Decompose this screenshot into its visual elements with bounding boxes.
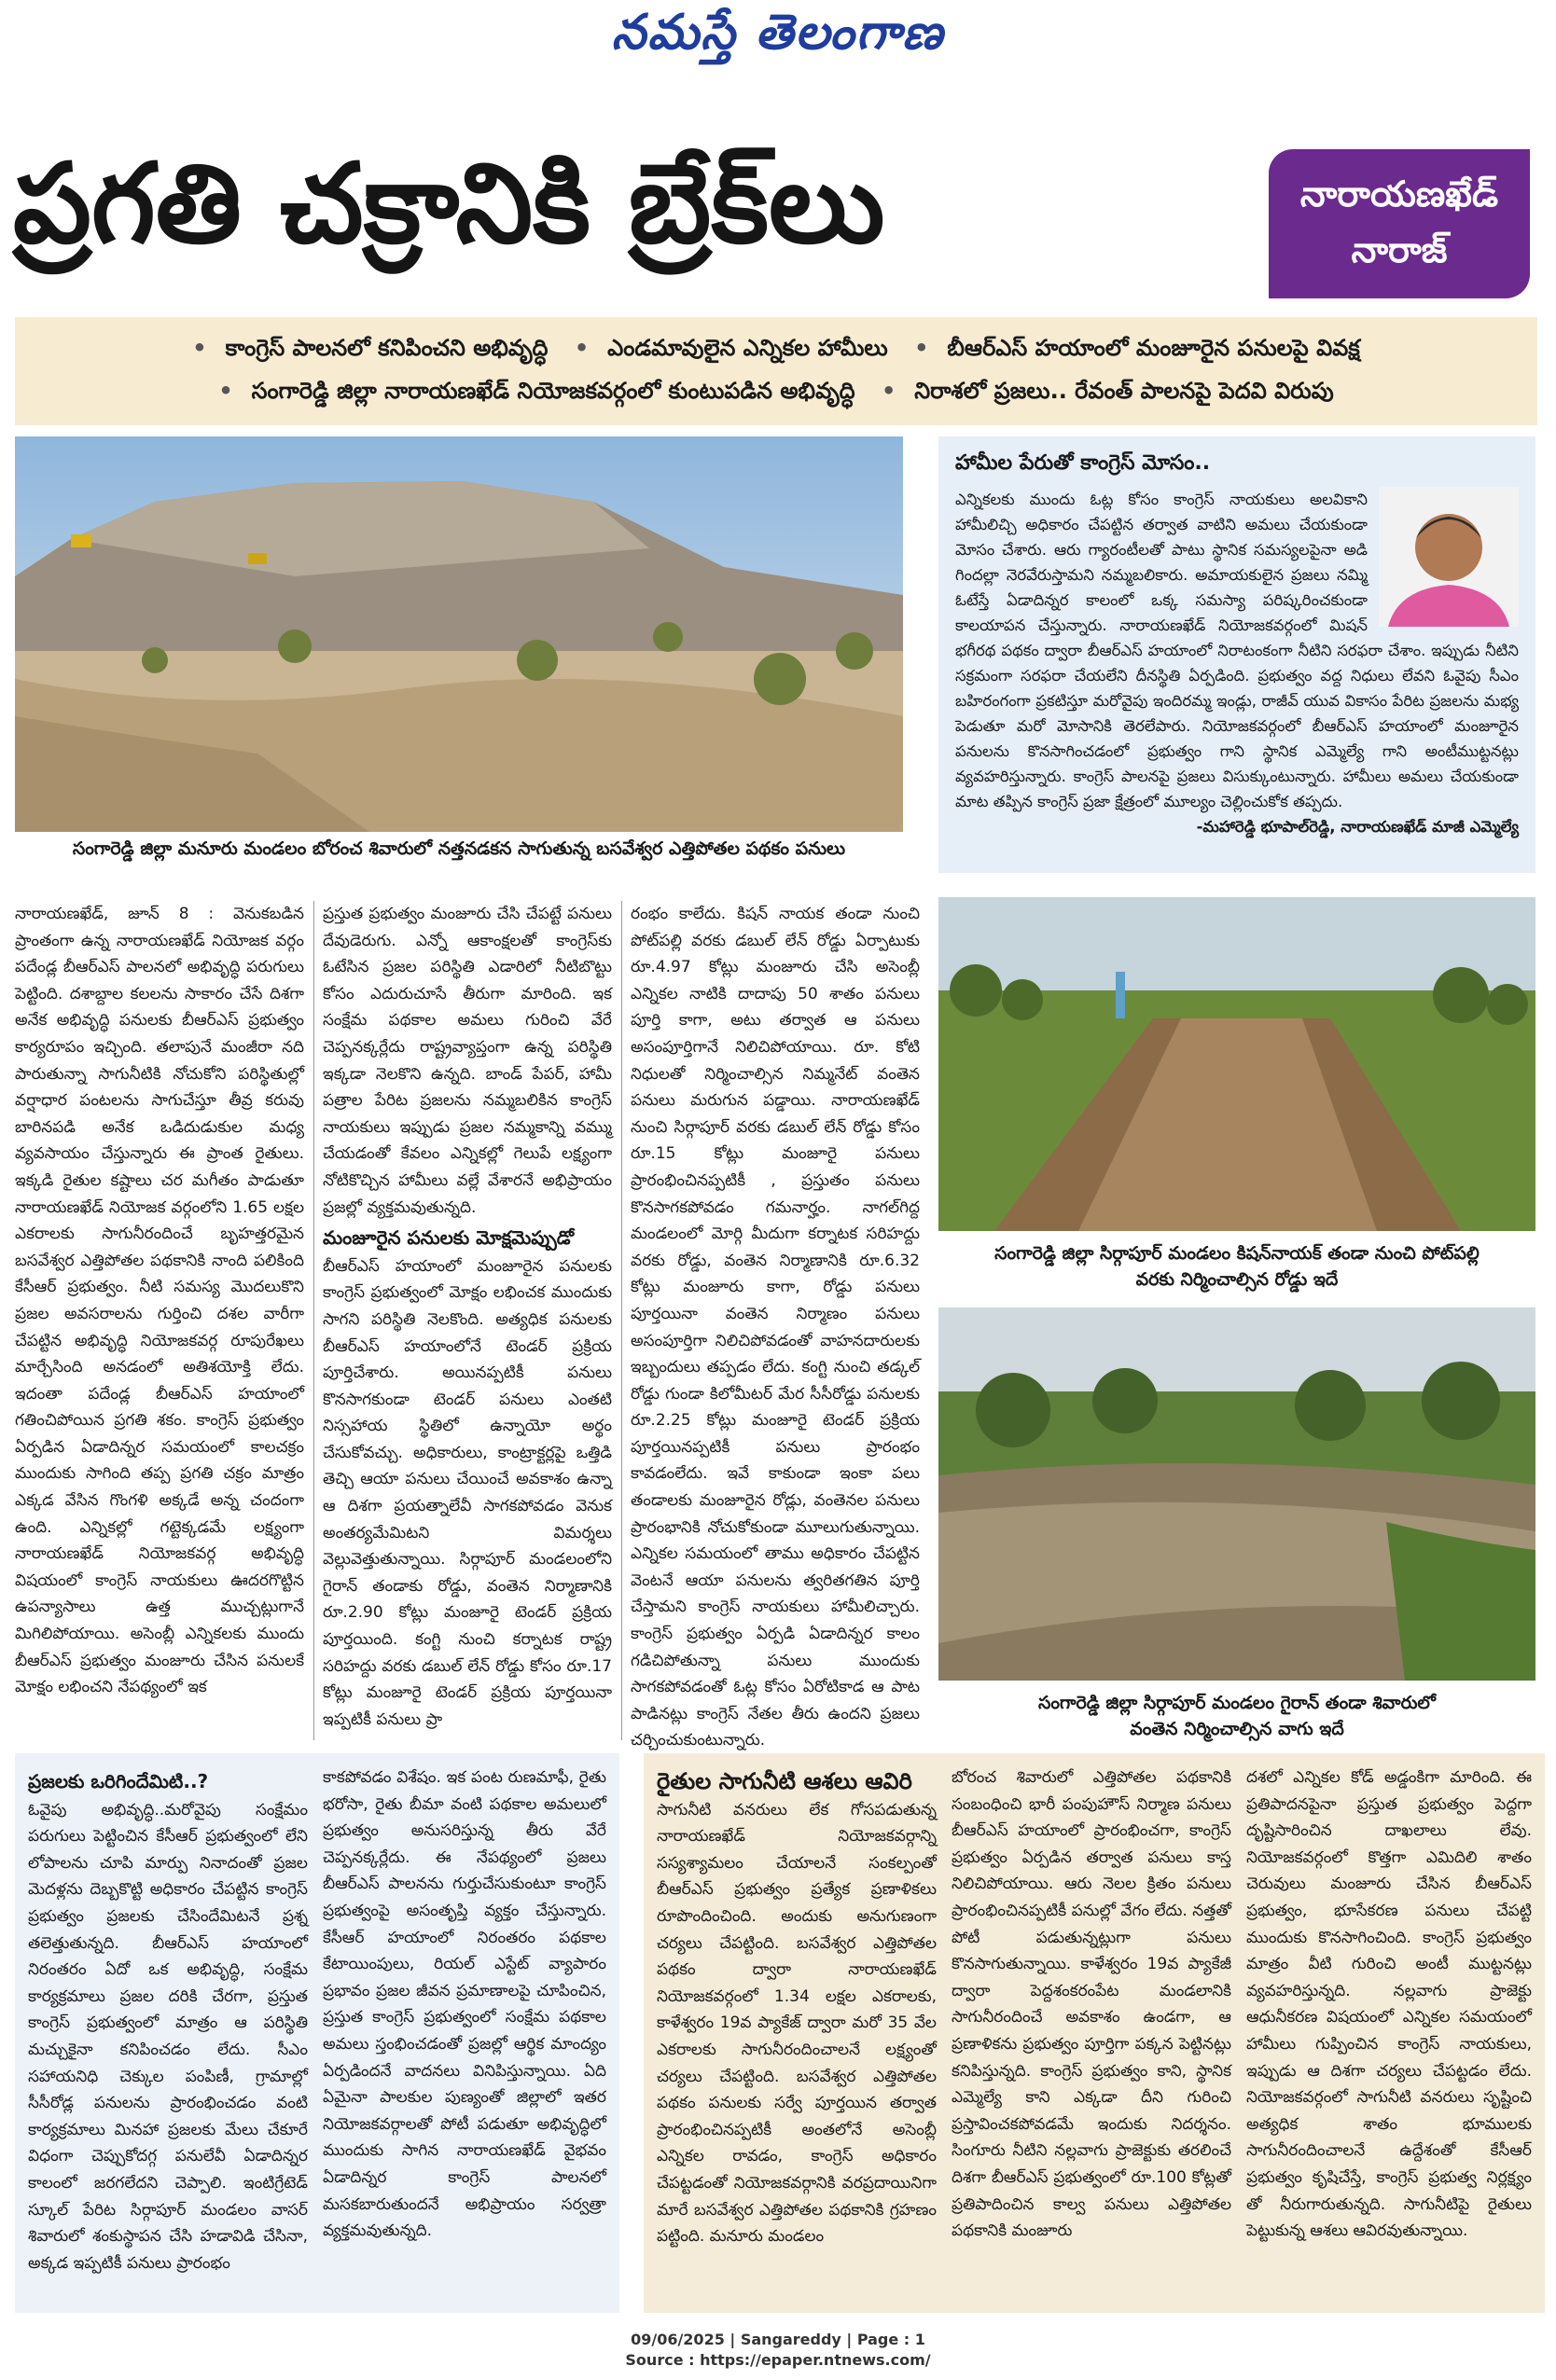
portrait-photo: [1379, 487, 1519, 627]
caption-line: వంతెన నిర్మించాల్సిన వాగు ఇదే: [1130, 1719, 1344, 1739]
article-column-1: [15, 901, 304, 1740]
bottom-left-column-1: [28, 1764, 308, 2305]
bottom-left-story: [15, 1753, 619, 2313]
photo-construction-site: [15, 436, 903, 832]
highlight-item: ఎండమావులైన ఎన్నికల హామీలు: [607, 335, 888, 361]
photo3-caption: [938, 1690, 1535, 1742]
photo2-caption: [938, 1240, 1535, 1293]
sidebar-text: ఎన్నికలకు ముందు ఓట్ల కోసం కాంగ్రెస్ నాయకులు అలవికాని హామీలిచ్చి అధికారం చేపట్టిన తర్వాత వాటిని అమలు చేయకుండా మోసం చేశారు. ఆరు గ్యారంటీలతో పాటు స్థానిక సమస్యలపైనా అడి గిందల్లా నెరవేరుస్తామని నమ్మబలికారు. అమాయకులైన ప్రజలు నమ్మి ఓటేస్తే ఏడాదిన్నర కాలంలో ఒక్క సమస్యా పరిష్కరించకుండా కాలయాపన చేస్తున్నారు. నారాయణఖేడ్ నియోజకవర్గంలో మిషన్ భగీరథ పథకం ద్వారా బీఆర్ఎస్ హయాంలో నిరాటంకంగా నీటిని సరఫరా చేశాం. ఇప్పుడు నీటిని సక్రమంగా సరఫరా చేయలేని దీనస్థితి ఏర్పడింది. ప్రభుత్వం వద్ద నిధులు లేవని ఓవైపు సీఎం బహిరంగంగా ప్రకటిస్తూ మరోవైపు ఇందిరమ్మ ఇండ్లు, రాజీవ్ యువ వికాసం పేరిట ప్రజలను మభ్య పెడుతూ మరో మోసానికి తెరలేపారు. నియోజకవర్గంలో బీఆర్ఎస్ హయాంలో మంజూరైన పనులను కొనసాగించడంలో ప్రభుత్వం గాని స్థానిక ఎమ్మెల్యే గాని అంటీముట్టనట్లు వ్యవహరిస్తున్నారు. కాంగ్రెస్ పాలనపై ప్రజలు విసుక్కుంటున్నారు. హామీలు అమలు చేయకుండా మాట తప్పిన కాంగ్రెస్ ప్రజా క్షేత్రంలో మూల్యం చెల్లించుకోక తప్పదు.: [955, 491, 1519, 810]
article-text: ఓవైపు అభివృద్ధి..మరోవైపు సంక్షేమం పరుగులు పెట్టించిన కేసీఆర్ ప్రభుత్వంలో లేని లోపాలను చూపి మార్పు నినాదంతో ప్రజల మెదళ్లను దెబ్బకొట్టి అధికారం చేపట్టిన కాంగ్రెస్ ప్రభుత్వం ప్రజలకు చేసిందేమిటనే ప్రశ్న తలెత్తుతున్నది. బీఆర్ఎస్ హయాంలో నిరంతరం ఏదో ఒక అభివృద్ధి, సంక్షేమ కార్యక్రమాలు ప్రజల దరికి చేరగా, ప్రస్తుత కాంగ్రెస్ ప్రభుత్వంలో మాత్రం ఆ పరిస్థితి మచ్చుకైనా కనిపించడం లేదు. సీఎం సహాయనిధి చెక్కుల పంపిణీ, గ్రామాల్లో సీసీరోడ్ల పనులను ప్రారంభించడం వంటి కార్యక్రమాలు మినహా ప్రజలకు మేలు చేకూరే విధంగా చెప్పుకోదగ్గ పనులేవీ ఏడాదిన్నర కాలంలో జరగలేదని చెప్పాలి. ఇంటిగ్రేటెడ్ స్కూల్ పేరిట సిర్గాపూర్ మండలం వాసర్ శివారులో శంకుస్థాపన చేసి హడావిడి చేసినా, అక్కడ ఇప్పటికీ పనులు ప్రారంభం: [28, 1800, 308, 2273]
page-footer: [0, 2330, 1556, 2371]
article-text: బోరంచ శివారులో ఎత్తిపోతల పథకానికి సంబంధించి భారీ పంపుహౌస్ నిర్మాణ పనులు బీఆర్ఎస్ హయాంలో ప్రారంభించగా, కాంగ్రెస్ ప్రభుత్వం ఏర్పడిన తర్వాత పనులు కాస్త నిలిచిపోయాయి. ఆరు నెలల క్రితం పనులు ప్రారంభించినప్పటికీ పనుల్లో వేగం లేదు. నత్తతో పోటీ పడుతున్నట్లుగా పనులు కొనసాగుతున్నాయి. కాళేశ్వరం 19వ ప్యాకేజీ ద్వారా పెద్దశంకరంపేట మండలానికి సాగునీరందించే అవకాశం ఉండగా, ఆ ప్రణాళికను ప్రభుత్వం పూర్తిగా పక్కన పెట్టినట్లు కనిపిస్తున్నది. కాంగ్రెస్ ప్రభుత్వం కాని, స్థానిక ఎమ్మెల్యే కాని ఎక్కడా దీని గురించి ప్రస్తావించకపోవడమే ఇందుకు నిదర్శనం. సింగూరు నీటిని నల్లవాగు ప్రాజెక్టుకు తరలించే దిశగా బీఆర్ఎస్ ప్రభుత్వంలో రూ.100 కోట్లతో ప్రతిపాదించిన కాల్వ పనులు ఎత్తిపోతల పథకానికి మంజూరు: [952, 1768, 1231, 2241]
bottom-left-column-2: [323, 1764, 606, 2305]
photo1-caption: సంగారెడ్డి జిల్లా మనూరు మండలం బోరంచ శివారులో నత్తనడకన సాగుతున్న బసవేశ్వర ఎత్తిపోతల పథకం పనులు: [72, 838, 846, 859]
caption-line: వరకు నిర్మించాల్సిన రోడ్డు ఇదే: [1135, 1269, 1339, 1290]
photo-dirt-road: [938, 897, 1535, 1231]
bottom-right-column-3: [1246, 1764, 1532, 2305]
bullet-icon: •: [914, 335, 929, 361]
highlight-item: కాంగ్రెస్ పాలనలో కనిపించని అభివృద్ధి: [225, 335, 549, 361]
bullet-icon: •: [192, 335, 207, 361]
masthead: నమస్తే తెలంగాణ: [611, 5, 945, 61]
bullet-icon: •: [574, 335, 590, 361]
article-text: ప్రస్తుత ప్రభుత్వం మంజూరు చేసి చేపట్టే పనులు దేవుడెరుగు. ఎన్నో ఆకాంక్షలతో కాంగ్రెస్‌కు ఓటేసిన ప్రజల పరిస్థితి ఎడారిలో నీటిబొట్టు కోసం ఎదురుచూసే తీరుగా మారింది. ఇక సంక్షేమ పథకాల అమలు గురించి వేరే చెప్పనక్కర్లేదు రాష్ట్రవ్యాప్తంగా ఉన్న పరిస్థితి ఇక్కడా నెలకొని ఉన్నది. బాండ్ పేపర్, హామీ పత్రాల పేరిట ప్రజలను నమ్మబలికిన కాంగ్రెస్ నాయకులు ఇప్పుడు ప్రజల నమ్మకాన్ని వమ్ము చేయడంతో కేవలం ఎన్నికల్లో గెలుపే లక్ష్యంగా నోటికొచ్చిన హామీలు వల్లే వేశారనే అభిప్రాయం ప్రజల్లో వ్యక్తమవుతున్నది.: [323, 905, 612, 1217]
badge-line1: నారాయణఖేడ్: [1299, 173, 1499, 214]
column-divider: [313, 901, 314, 1740]
article-subhead: మంజూరైన పనులకు మోక్షమెప్పుడో: [323, 1226, 575, 1250]
caption-line: సంగారెడ్డి జిల్లా సిర్గాపూర్ మండలం కిషన్‌నాయక్ తండా నుంచి పోట్‌పల్లి: [994, 1243, 1480, 1264]
footer-date-line: 09/06/2025 | Sangareddy | Page : 1: [631, 2331, 925, 2348]
highlights-row-1: [34, 326, 1519, 369]
article-text: దశలో ఎన్నికల కోడ్ అడ్డంకిగా మారింది. ఈ ప్రతిపాదనపైనా ప్రస్తుత ప్రభుత్వం పెద్దగా దృష్టిసారించిన దాఖలాలు లేవు. నియోజకవర్గంలో కొత్తగా ఎమిదిలి శాతం చెరువులు మంజూరు చేసిన బీఆర్ఎస్ ప్రభుత్వం, భూసేకరణ పనులు చేపట్టి ముందుకు కొనసాగించింది. కాంగ్రెస్ ప్రభుత్వం మాత్రం వీటి గురించి అంటీ ముట్టనట్లు వ్యవహరిస్తున్నది. నల్లవాగు ప్రాజెక్టు ఆధునీకరణ విషయంలో ఎన్నికల సమయంలో హామీలు గుప్పించిన కాంగ్రెస్ నాయకులు, ఇప్పుడు ఆ దిశగా చర్యలు చేపట్టడం లేదు. నియోజకవర్గంలో సాగునీటి వనరులు సృష్టించి అత్యధిక శాతం భూములకు సాగునీరందించాలనే ఉద్దేశంతో కేసీఆర్ ప్రభుత్వం కృషిచేస్తే, కాంగ్రెస్ ప్రభుత్వ నిర్లక్ష్యం తో నీరుగారుతున్నది. సాగునీటిపై రైతులు పెట్టుకున్న ఆశలు ఆవిరవుతున్నాయి.: [1246, 1768, 1532, 2241]
bottom-right-column-2: [952, 1764, 1231, 2305]
bottom-right-story: [644, 1753, 1545, 2313]
badge-line2: నారాజ్: [1351, 229, 1448, 270]
column-divider: [621, 901, 622, 1740]
bullet-icon: •: [881, 378, 896, 404]
bullet-icon: •: [218, 378, 233, 404]
article-column-2: [323, 901, 612, 1740]
section-badge: [1269, 149, 1530, 298]
article-text: రంభం కాలేదు. కిషన్ నాయక తండా నుంచి పోట్‌పల్లి వరకు డబుల్ లేన్ రోడ్డు ఏర్పాటుకు రూ.4.97 కోట్లు మంజూరు చేసి అసెంబ్లీ ఎన్నికల నాటికి దాదాపు 50 శాతం పనులు పూర్తి కాగా, అటు తర్వాత ఆ పనులు అసంపూర్తిగానే నిలిచిపోయాయి. రూ. కోటి నిధులతో నిర్మించాల్సిన నిమ్మనేట్ వంతెన పనులు మరుగున పడ్డాయి. నారాయణఖేడ్ నుంచి సిర్గాపూర్ వరకు డబుల్ లేన్ రోడ్డు కోసం రూ.15 కోట్లు మంజూరై పనులు ప్రారంభించినప్పటికీ , ప్రస్తుతం పనులు కొనసాగకపోవడం గమనార్హం. నాగల్‌గిద్ద మండలంలో మోర్గి మీదుగా కర్నాటక సరిహద్దు వరకు రోడ్డు, వంతెన నిర్మాణానికి రూ.6.32 కోట్లు మంజూరు కాగా, రోడ్డు పనులు పూర్తయినా వంతెన నిర్మాణం పనులు అసంపూర్తిగా నిలిచిపోవడంతో వాహనదారులకు ఇబ్బందులు తప్పడం లేదు. కంగ్టి నుంచి తడ్కల్ రోడ్డు గుండా కిలోమీటర్ మేర సీసీరోడ్డు పనులకు రూ.2.25 కోట్లు మంజూరై టెండర్ ప్రక్రియ పూర్తయినప్పటికీ పనులు ప్రారంభం కావడంలేదు. ఇవే కాకుండా ఇంకా పలు తండాలకు మంజూరైన రోడ్లు, వంతెనల పనులు ప్రారంభానికి నోచుకోకుండా మూలుగుతున్నాయి. ఎన్నికల సమయంలో తాము అధికారం చేపట్టిన వెంటనే ఆయా పనులను త్వరితగతిన పూర్తి చేస్తామని కాంగ్రెస్ నాయకులు హామీలిచ్చారు. కాంగ్రెస్ ప్రభుత్వం ఏర్పడి ఏడాదిన్నర కాలం గడిచిపోతున్నా పనులు ముందుకు సాగకపోవడంతో ఓట్ల కోసం ఏరోటికాడ ఆ పాట పాడినట్లు కాంగ్రెస్ నేతల తీరు ఉందని ప్రజలు చర్చించుకుంటున్నారు.: [631, 905, 920, 1750]
bottom-left-subhead: ప్రజలకు ఒరిగిందేమిటి..?: [28, 1770, 209, 1792]
article-text: కాకపోవడం విశేషం. ఇక పంట రుణమాఫీ, రైతు భరోసా, రైతు బీమా వంటి పథకాల అమలులో ప్రభుత్వం అనుసరిస్తున్న తీరు వేరే చెప్పనక్కర్లేదు. ఈ నేపథ్యంలో ప్రజలు బీఆర్ఎస్ పాలనను గుర్తుచేసుకుంటూ కాంగ్రెస్ ప్రభుత్వంపై అసంతృప్తి వ్యక్తం చేస్తున్నారు. కేసీఆర్ హయాంలో నిరంతరం పథకాల కేటాయింపులు, రియల్ ఎస్టేట్ వ్యాపారం ప్రభావం ప్రజల జీవన ప్రమాణాలపై చూపించిన, ప్రస్తుత కాంగ్రెస్ ప్రభుత్వంలో సంక్షేమ పథకాల అమలు స్తంభించడంతో ప్రజల్లో ఆర్థిక మాంద్యం ఏర్పడిందనే వాదనలు వినిపిస్తున్నాయి. ఏది ఏమైనా పాలకుల పుణ్యంతో జిల్లాలో ఇతర నియోజకవర్గాలతో పోటీ పడుతూ అభివృద్ధిలో ముందుకు సాగిన నారాయణఖేడ్ వైభవం ఏడాదిన్నర కాంగ్రెస్ పాలనలో మసకబారుతుందనే అభిప్రాయం సర్వత్రా వ్యక్తమవుతున్నది.: [323, 1768, 606, 2241]
headline: ప్రగతి చక్రానికి బ్రేక్‌లు: [13, 139, 885, 268]
highlight-item: సంగారెడ్డి జిల్లా నారాయణఖేడ్ నియోజకవర్గంలో కుంటుపడిన అభివృద్ధి: [251, 378, 855, 404]
sidebar-signature: -మహారెడ్డి భూపాల్‌రెడ్డి, నారాయణఖేడ్ మాజీ ఎమ్మెల్యే: [1196, 818, 1519, 836]
bottom-right-subhead: రైతుల సాగునీటి ఆశలు ఆవిరి: [657, 1768, 912, 1794]
highlight-item: నిరాశలో ప్రజలు.. రేవంత్ పాలనపై పెదవి విరుపు: [914, 378, 1334, 404]
highlights-row-2: [34, 369, 1519, 412]
article-text: బీఆర్ఎస్ హయాంలో మంజూరైన పనులకు కాంగ్రెస్ ప్రభుత్వంలో మోక్షం లభించక ముందుకు సాగని పరిస్థితి నెలకొంది. అత్యధిక పనులకు బీఆర్ఎస్ హయాంలోనే టెండర్ ప్రక్రియ పూర్తిచేశారు. అయినప్పటికీ పనులు కొనసాగకుండా టెండర్ పనులు ఎంతటి నిస్సహాయ స్థితిలో ఉన్నాయో అర్థం చేసుకోవచ్చు. అధికారులు, కాంట్రాక్టర్లపై ఒత్తిడి తెచ్చి ఆయా పనులు చేయించే అవకాశం ఉన్నా ఆ దిశగా ప్రయత్నాలేవీ సాగకపోవడం వెనుక అంతర్యమేమిటని విమర్శలు వెల్లువెత్తుతున్నాయి. సిర్గాపూర్ మండలంలోని గైరాన్ తండాకు రోడ్డు, వంతెన నిర్మాణానికి రూ.2.90 కోట్లు మంజూరై టెండర్ ప్రక్రియ పూర్తయింది. కంగ్టి నుంచి కర్నాటక రాష్ట్ర సరిహద్దు వరకు డబుల్ లేన్ రోడ్డు కోసం రూ.17 కోట్లు మంజూరై టెండర్ ప్రక్రియ పూర్తయినా ఇప్పటికీ పనులు ప్రా: [323, 1256, 612, 1729]
article-text: నారాయణఖేడ్, జూన్ 8 : వెనుకబడిన ప్రాంతంగా ఉన్న నారాయణఖేడ్ నియోజక వర్గం పదేండ్ల బీఆర్ఎస్ పాలనలో అభివృద్ధి పరుగులు పెట్టింది. దశాబ్దాల కలలను సాకారం చేసే దిశగా అనేక అభివృద్ధి పనులకు బీఆర్ఎస్ ప్రభుత్వం కార్యరూపం ఇచ్చింది. తలాపునే మంజీరా నది పారుతున్నా సాగునీటికి నోచుకోని పరిస్థితుల్లో వర్షాధార పంటలను సాగుచేస్తూ తీవ్ర కరువు బారినపడి అనేక ఒడిదుడుకుల మధ్య వ్యవసాయం చేస్తున్నారు ఈ ప్రాంత రైతులు. ఇక్కడి రైతుల కష్టాలు చర మగీతం పాడుతూ నారాయణఖేడ్ నియోజక వర్గంలోని 1.65 లక్షల ఎకరాలకు సాగునీరందించే బృహత్తరమైన బసవేశ్వర ఎత్తిపోతల పథకానికి నాంది పలికింది కేసీఆర్ ప్రభుత్వం. నీటి సమస్య మొదలుకొని ప్రజల అవసరాలను గుర్తించి దశల వారీగా చేపట్టిన అభివృద్ధి నియోజకవర్గ రూపురేఖలు మార్చేసింది అనడంలో అతిశయోక్తి లేదు. ఇదంతా పదేండ్ల బీఆర్ఎస్ హయాంలో గతించిపోయిన ప్రగతి శకం. కాంగ్రెస్ ప్రభుత్వం ఏర్పడిన ఏడాదిన్నర సమయంలో కాలచక్రం ముందుకు సాగింది తప్ప ప్రగతి చక్రం మాత్రం ఎక్కడ వేసిన గొంగళి అక్కడే అన్న చందంగా ఉంది. ఎన్నికల్లో గట్టెక్కడమే లక్ష్యంగా నారాయణఖేడ్ నియోజకవర్గ అభివృద్ధి విషయంలో కాంగ్రెస్ నాయకులు ఊదరగొట్టిన ఉపన్యాసాలు ఉత్త ముచ్చట్లుగానే మిగిలిపోయాయి. అసెంబ్లీ ఎన్నికలకు ముందు బీఆర్ఎస్ ప్రభుత్వం మంజూరు చేసిన పనులకే మోక్షం లభించని నేపథ్యంలో ఇక: [15, 905, 304, 1697]
sidebar-quote-box: [938, 436, 1535, 873]
highlights-box: [15, 317, 1537, 425]
article-column-3: [631, 901, 920, 1750]
bottom-right-column-1: [657, 1764, 937, 2305]
article-text: సాగునీటి వనరులు లేక గోసపడుతున్న నారాయణఖేడ్ నియోజకవర్గాన్ని సస్యశ్యామలం చేయాలనే సంకల్పంతో బీఆర్ఎస్ ప్రభుత్వం ప్రత్యేక ప్రణాళికలు రూపొందించింది. అందుకు అనుగుణంగా చర్యలు చేపట్టింది. బసవేశ్వర ఎత్తిపోతల పథకం ద్వారా నారాయణఖేడ్ నియోజకవర్గంలో 1.34 లక్షల ఎకరాలకు, కాళేశ్వరం 19వ ప్యాకేజ్ ద్వారా మరో 35 వేల ఎకరాలకు సాగునీరందించాలనే లక్ష్యంతో చర్యలు చేపట్టింది. బసవేశ్వర ఎత్తిపోతల పథకం పనులకు సర్వే పూర్తయిన తర్వాత ప్రారంభించినప్పటికీ అంతలోనే అసెంబ్లీ ఎన్నికల రావడం, కాంగ్రెస్ అధికారం చేపట్టడంతో నియోజకవర్గానికి వరప్రదాయినిగా మారే బసవేశ్వర ఎత్తిపోతల పథకానికి గ్రహణం పట్టింది. మనూరు మండలం: [657, 1800, 937, 2247]
caption-line: సంగారెడ్డి జిల్లా సిర్గాపూర్ మండలం గైరాన్ తండా శివారులో: [1038, 1693, 1436, 1713]
highlight-item: బీఆర్ఎస్ హయాంలో మంజూరైన పనులపై వివక్ష: [947, 335, 1360, 361]
sidebar-title: హామీల పేరుతో కాంగ్రెస్ మోసం..: [955, 451, 1211, 475]
footer-source-line: Source : https://epaper.ntnews.com/: [625, 2351, 931, 2369]
photo-stream: [938, 1308, 1535, 1681]
